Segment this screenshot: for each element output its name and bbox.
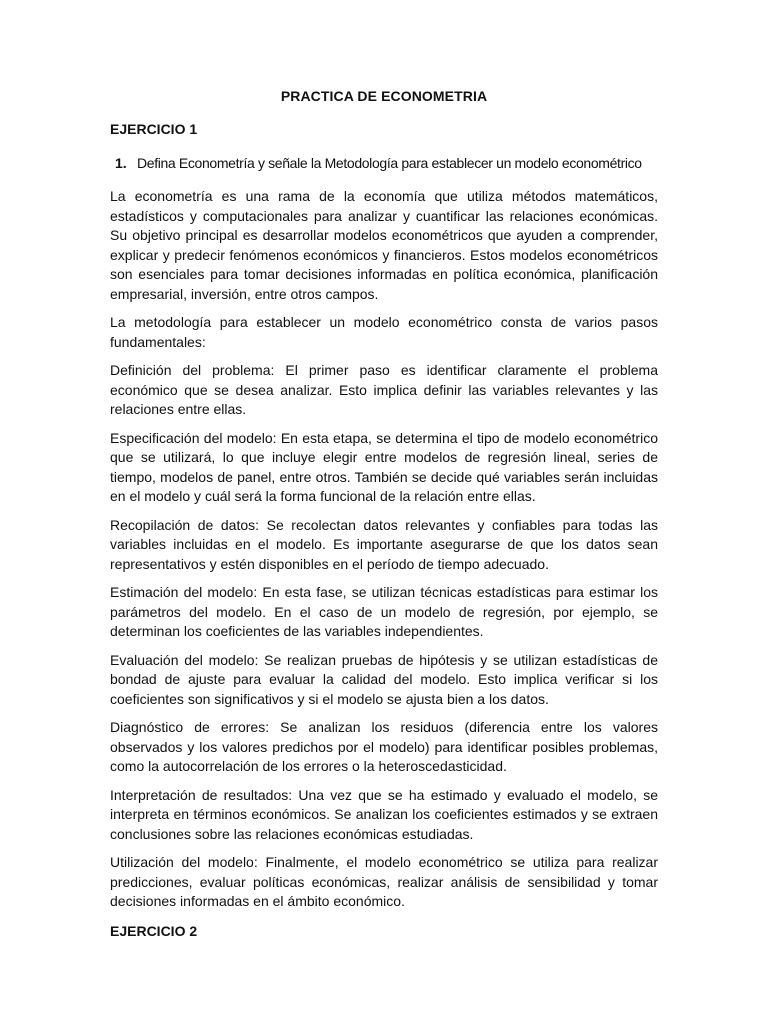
- question-number: 1.: [115, 155, 127, 171]
- paragraph-methodology-intro: La metodología para establecer un modelo econométrico consta de varios pasos fundamentales:: [110, 314, 658, 350]
- paragraph-interpretation: Interpretación de resultados: Una vez que se ha estimado y evaluado el modelo, se interpreta en términos económicos. Se analizan los coeficientes estimados y se extraen conclusiones sobre las relaciones económicas estudiadas.: [110, 786, 658, 842]
- paragraph-definition: La econometría es una rama de la economía que utiliza métodos matemáticos, estadísticos y computacionales para analizar y cuantificar las relaciones económicas. Su objetivo principal es desarrollar modelos econométricos que ayuden a comprender, explicar y predecir fenómenos económicos y financieros. Estos modelos econométricos son esenciales para tomar decisiones informadas en política económica, planificación empresarial, inversión, entre otros campos.: [110, 188, 658, 302]
- paragraph-error-diagnosis: Diagnóstico de errores: Se analizan los residuos (diferencia entre los valores observados y los valores predichos por el modelo) para identificar posibles problemas, como la autocorrelación de los errores o la heteroscedasticidad.: [110, 719, 658, 774]
- paragraph-model-evaluation: Evaluación del modelo: Se realizan pruebas de hipótesis y se utilizan estadísticas de bondad de ajuste para evaluar la calidad del modelo. Esto implica verificar si los coeficientes son significativos y si el modelo se ajusta bien a los datos.: [110, 651, 658, 707]
- paragraph-data-collection: Recopilación de datos: Se recolectan datos relevantes y confiables para todas las variables incluidas en el modelo. Es importante asegurarse de que los datos sean representativos y estén disponibles en el período de tiempo adecuado.: [110, 516, 658, 572]
- paragraph-model-specification: Especificación del modelo: En esta etapa, se determina el tipo de modelo econométrico que se utilizará, lo que incluye elegir entre modelos de regresión lineal, series de tiempo, modelos de panel, entre otros. También se decide qué variables serán incluidas en el modelo y cuál será la forma funcional de la relación entre ellas.: [110, 429, 658, 504]
- paragraph-problem-definition: Definición del problema: El primer paso es identificar claramente el problema económico que se desea analizar. Esto implica definir las variables relevantes y las relaciones entre ellas.: [110, 362, 658, 417]
- exercise-1-heading: EJERCICIO 1: [110, 121, 198, 137]
- paragraph-model-use: Utilización del modelo: Finalmente, el modelo econométrico se utiliza para realizar predicciones, evaluar políticas económicas, realizar análisis de sensibilidad y tomar decisiones informadas en el ámbito económico.: [110, 854, 658, 909]
- document-page: [110, 82, 658, 957]
- question-item: [110, 155, 658, 171]
- document-title: PRACTICA DE ECONOMETRIA: [280, 88, 488, 104]
- exercise-2-heading: EJERCICIO 2: [110, 922, 198, 939]
- question-text: Defina Econometría y señale la Metodología para establecer un modelo econométrico: [137, 155, 642, 171]
- paragraph-model-estimation: Estimación del modelo: En esta fase, se utilizan técnicas estadísticas para estimar los parámetros del modelo. En el caso de un modelo de regresión, por ejemplo, se determinan los coeficientes de las variables independientes.: [110, 584, 658, 639]
